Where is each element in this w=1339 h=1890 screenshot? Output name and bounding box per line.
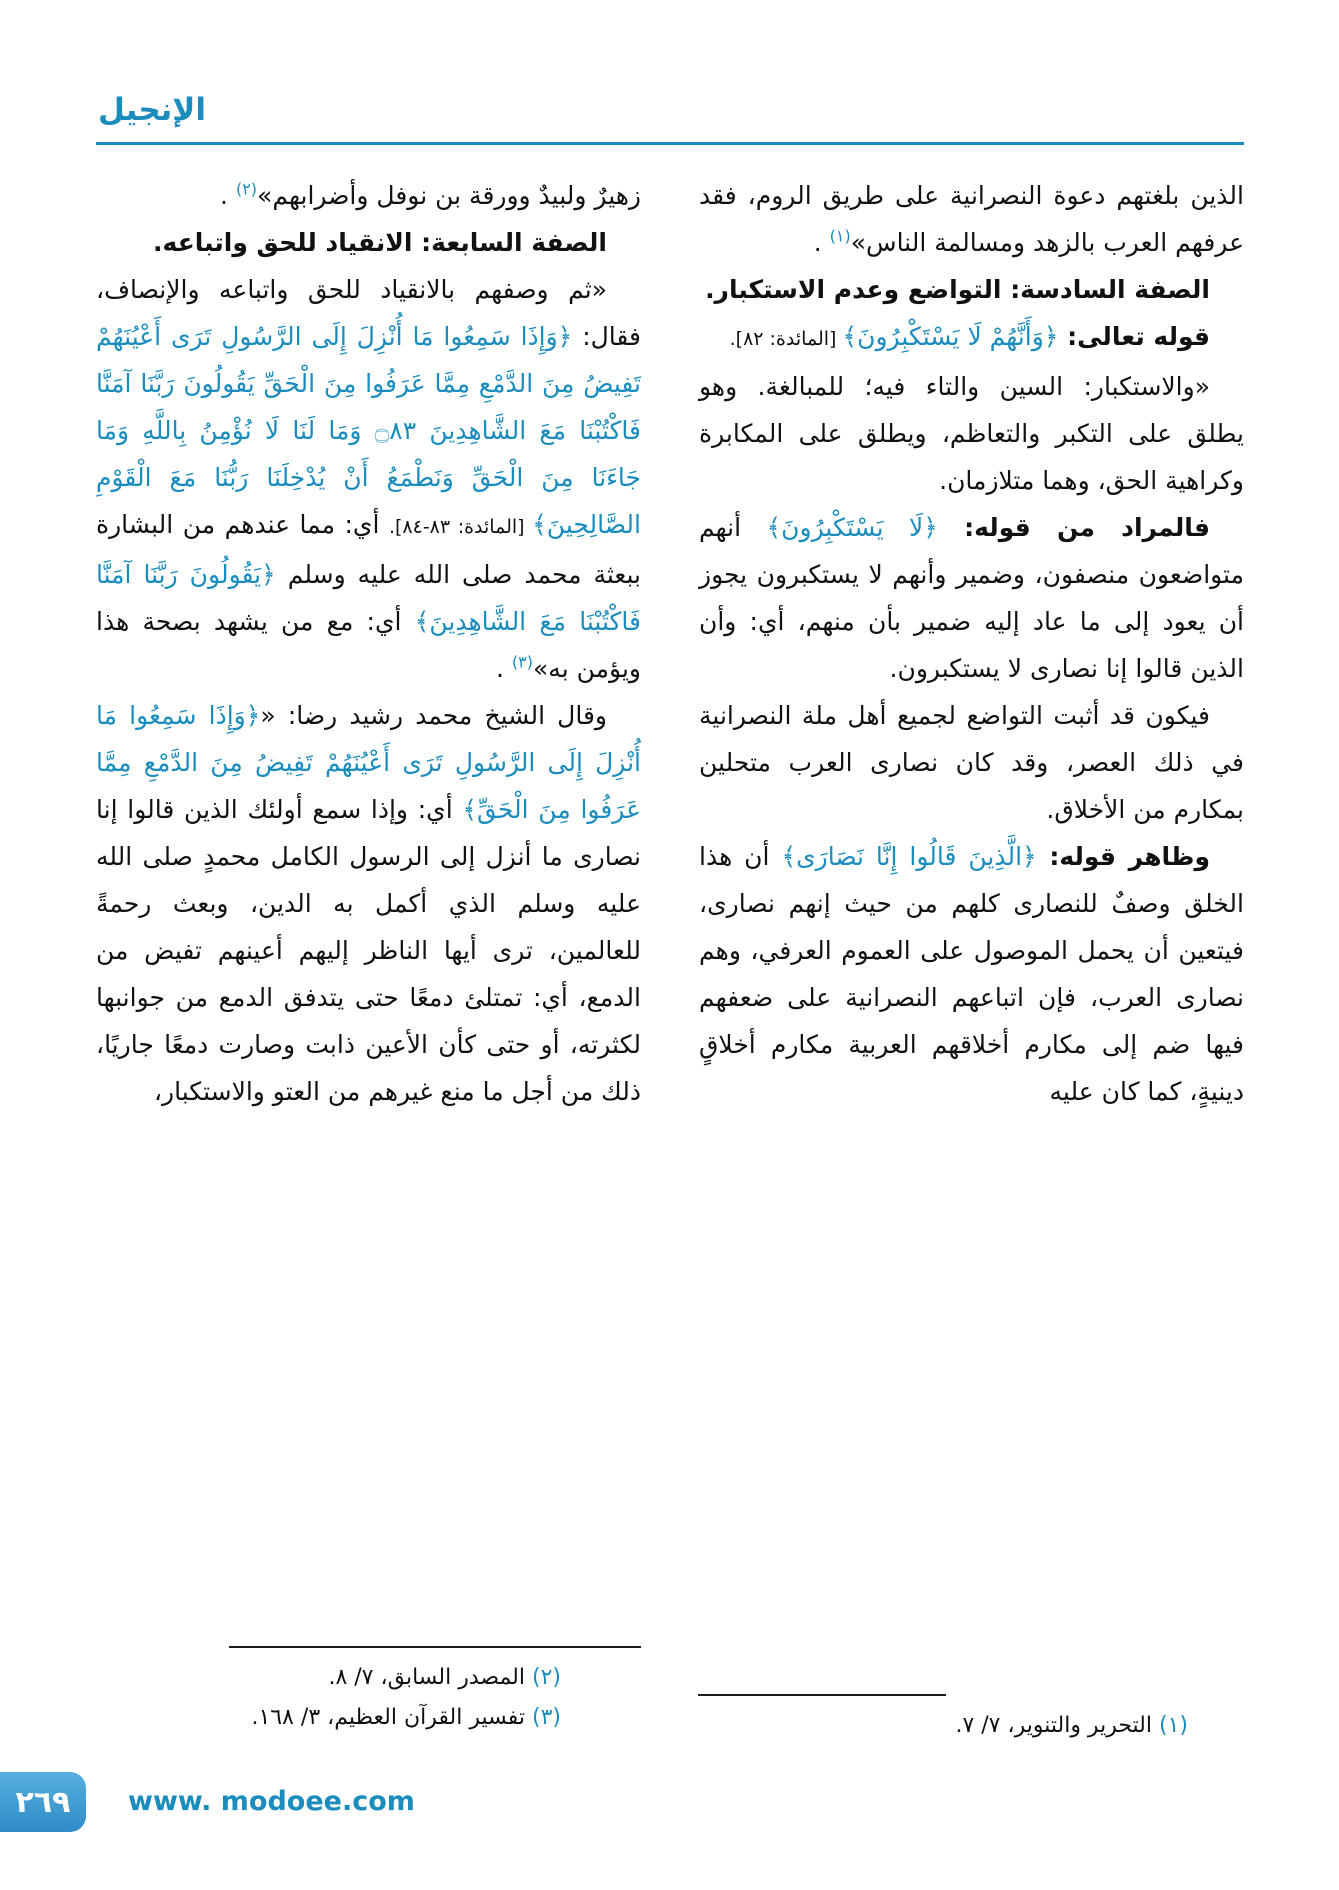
paragraph — [699, 504, 1244, 692]
footnote-text: المصدر السابق، ٧/ ٨. — [328, 1665, 532, 1690]
running-head-title: الإنجيل — [98, 92, 207, 128]
body-text: . — [813, 228, 830, 257]
footnote-ref: (١) — [829, 226, 851, 246]
bold-lead-in: قوله تعالى: — [1058, 322, 1210, 351]
paragraph — [699, 313, 1244, 363]
bold-lead-in: وظاهر قوله: — [1036, 842, 1211, 871]
body-text: وقال الشيخ محمد رشيد رضا: « — [260, 701, 607, 730]
footnotes-right — [698, 1694, 1243, 1746]
website-link[interactable]: www. modoee.com — [128, 1786, 415, 1817]
body-text: . — [496, 654, 512, 683]
body-text: أن هذا الخلق وصفٌ للنصارى كلهم من حيث إنهم نصارى، فيتعين أن يحمل الموصول على العموم العرفي، وهم نصارى العرب، فإن اتباعهم النصرانية على ضعفهم فيها ضم إلى مكارم أخلاقهم العربية مكارم أخلاقٍ دينيةٍ، كما كان عليه — [699, 842, 1244, 1106]
column-right — [699, 172, 1244, 1634]
footnote-text: تفسير القرآن العظيم، ٣/ ١٦٨. — [251, 1705, 532, 1730]
body-text: أي: مع من يشهد بصحة هذا ويؤمن به» — [96, 607, 641, 683]
bold-lead-in: الصفة السابعة: الانقياد للحق واتباعه. — [153, 228, 607, 257]
footnote-separator — [229, 1646, 641, 1648]
column-left — [96, 172, 641, 1634]
body-text: «ثم وصفهم بالانقياد للحق واتباعه والإنصاف، فقال: — [96, 275, 642, 351]
footnote-separator — [698, 1694, 946, 1696]
footnotes-left — [96, 1646, 641, 1738]
paragraph — [96, 219, 641, 266]
footnote — [698, 1706, 1243, 1746]
paragraph — [96, 266, 641, 692]
footnote — [96, 1658, 641, 1698]
footnote-list — [96, 1658, 641, 1738]
quran-quote: ﴿الَّذِينَ قَالُوا إِنَّا نَصَارَى﴾ — [781, 842, 1037, 871]
paragraph — [96, 172, 641, 219]
body-text: أي: مما عندهم من البشارة ببعثة محمد صلى الله عليه وسلم — [96, 510, 641, 589]
quran-quote: ﴿وَإِذَا سَمِعُوا مَا أُنْزِلَ إِلَى الرَّسُولِ تَرَى أَعْيُنَهُمْ تَفِيضُ مِنَ الدَّمْعِ مِمَّا عَرَفُوا مِنَ الْحَقِّ يَقُولُونَ رَبَّنَا آمَنَّا فَاكْتُبْنَا مَعَ الشَّاهِدِينَ ۝٨٣ وَمَا لَنَا لَا نُؤْمِنُ بِاللَّهِ وَمَا جَاءَنَا مِنَ الْحَقِّ وَنَطْمَعُ أَنْ يُدْخِلَنَا رَبُّنَا مَعَ الْقَوْمِ الصَّالِحِينَ﴾ — [96, 322, 641, 539]
body-text: أنهم متواضعون منصفون، وضمير وأنهم لا يستكبرون يجوز أن يعود إلى ما عاد إليه ضمير بأن منهم، أي: وأن الذين قالوا إنا نصارى لا يستكبرون. — [699, 513, 1244, 683]
footnote-number: (١) — [1158, 1713, 1188, 1738]
footnote-text: التحرير والتنوير، ٧/ ٧. — [955, 1713, 1159, 1738]
bold-lead-in: فالمراد من قوله: — [937, 513, 1211, 542]
footnote-number: (٣) — [531, 1705, 561, 1730]
verse-reference: [المائدة: ٨٣-٨٤]. — [388, 516, 533, 538]
footnote-ref: (٢) — [235, 179, 258, 199]
paragraph — [699, 692, 1244, 833]
quran-quote: ﴿وَإِذَا سَمِعُوا مَا أُنْزِلَ إِلَى الرَّسُولِ تَرَى أَعْيُنَهُمْ تَفِيضُ مِنَ الدَّمْعِ مِمَّا عَرَفُوا مِنَ الْحَقِّ﴾ — [96, 701, 641, 824]
body-text: . — [220, 181, 236, 210]
paragraph — [699, 363, 1244, 504]
footnote — [96, 1698, 641, 1738]
quran-quote: ﴿وَأَنَّهُمْ لَا يَسْتَكْبِرُونَ﴾ — [842, 322, 1059, 351]
text-columns — [96, 172, 1244, 1634]
body-text: زهيرٌ ولبيدٌ وورقة بن نوفل وأضرابهم» — [257, 181, 641, 210]
paragraph — [699, 172, 1244, 266]
paragraph — [699, 266, 1244, 313]
footnote-ref: (٣) — [511, 652, 534, 672]
footnote-list — [698, 1706, 1243, 1746]
quran-quote: ﴿يَقُولُونَ رَبَّنَا آمَنَّا فَاكْتُبْنَا مَعَ الشَّاهِدِينَ﴾ — [96, 560, 641, 636]
paragraph — [699, 833, 1244, 1115]
body-text: فيكون قد أثبت التواضع لجميع أهل ملة النصرانية في ذلك العصر، وقد كان نصارى العرب متحلين بمكارم من الأخلاق. — [699, 701, 1244, 824]
page-number: ٢٦٩ — [15, 1784, 71, 1820]
body-text: «والاستكبار: السين والتاء فيه؛ للمبالغة. وهو يطلق على التكبر والتعاظم، ويطلق على المكابرة وكراهية الحق، وهما متلازمان. — [699, 372, 1244, 495]
paragraph — [96, 692, 641, 1115]
body-text: أي: وإذا سمع أولئك الذين قالوا إنا نصارى ما أنزل إلى الرسول الكامل محمدٍ صلى الله عليه وسلم الذي أكمل به الدين، وبعث رحمةً للعالمين، ترى أيها الناظر إليهم أعينهم تفيض من الدمع، أي: تمتلئ دمعًا حتى يتدفق الدمع من جوانبها لكثرته، أو حتى كأن الأعين ذابت وصارت دمعًا جاريًا، ذلك من أجل ما منع غيرهم من العتو والاستكبار، — [96, 795, 641, 1106]
quran-quote: ﴿لَا يَسْتَكْبِرُونَ﴾ — [766, 513, 938, 542]
bold-lead-in: الصفة السادسة: التواضع وعدم الاستكبار. — [705, 275, 1210, 304]
page-number-tab — [0, 1772, 86, 1832]
verse-reference: [المائدة: ٨٢]. — [729, 328, 843, 350]
header-rule — [96, 142, 1244, 145]
footnote-number: (٢) — [531, 1665, 561, 1690]
body-text: الذين بلغتهم دعوة النصرانية على طريق الروم، فقد عرفهم العرب بالزهد ومسالمة الناس» — [699, 181, 1244, 257]
